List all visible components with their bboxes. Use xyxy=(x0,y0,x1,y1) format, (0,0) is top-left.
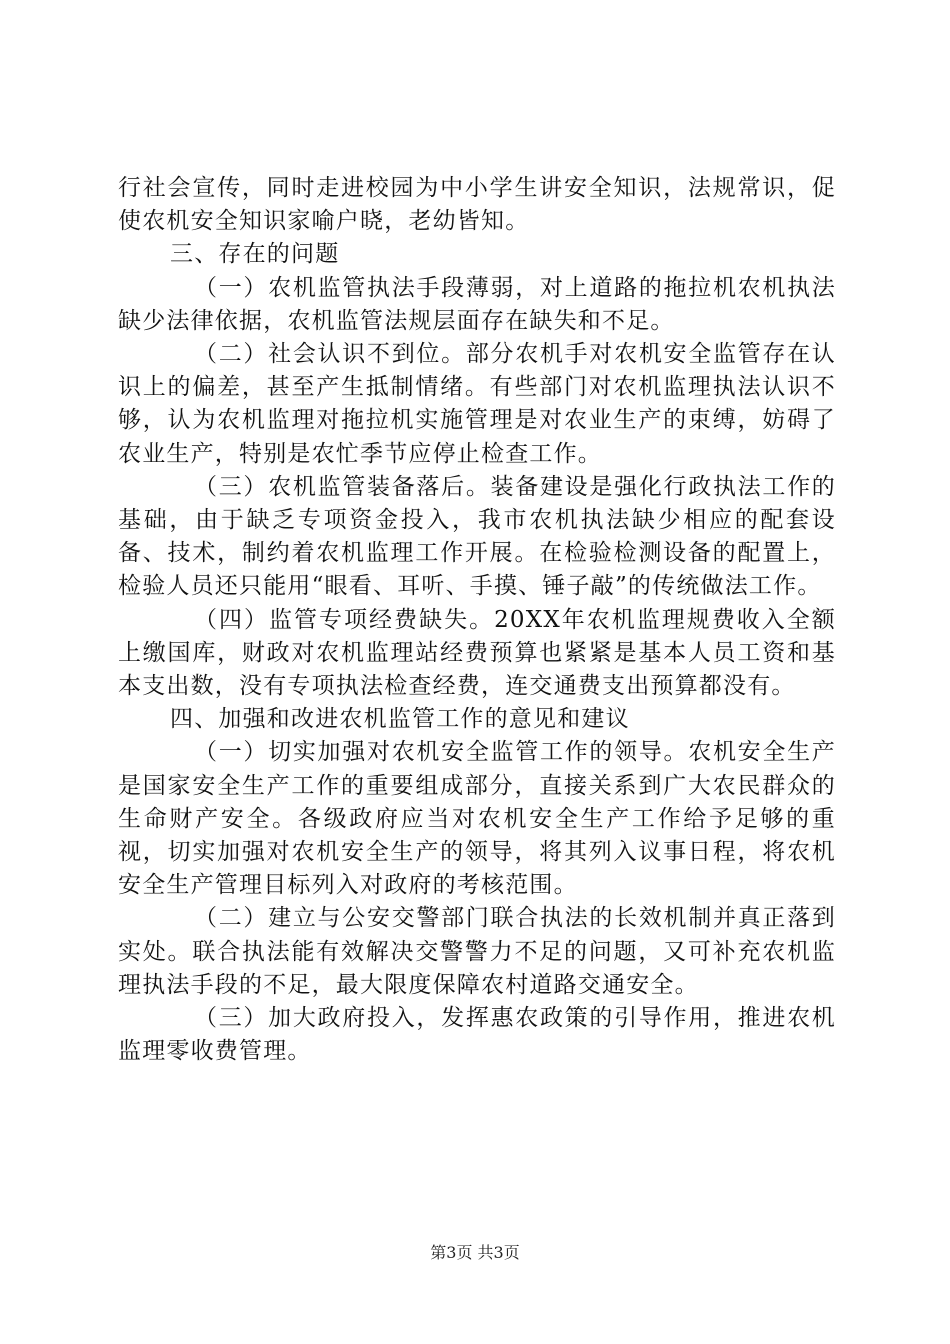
page-footer xyxy=(0,1243,950,1263)
paragraph-problem-3: （三）农机监管装备落后。装备建设是强化行政执法工作的基础，由于缺乏专项资金投入，我市农机执法缺少相应的配套设备、技术，制约着农机监理工作开展。在检验检测设备的配置上，检验人员还只能用“眼看、耳听、手摸、锤子敲”的传统做法工作。 xyxy=(118,473,836,600)
document-body xyxy=(118,172,836,1068)
paragraph-suggestion-1: （一）切实加强对农机安全监管工作的领导。农机安全生产是国家安全生产工作的重要组成部分，直接关系到广大农民群众的生命财产安全。各级政府应当对农机安全生产工作给予足够的重视，切实加强对农机安全生产的领导，将其列入议事日程，将农机安全生产管理目标列入对政府的考核范围。 xyxy=(118,739,836,899)
paragraph-problem-1: （一）农机监管执法手段薄弱，对上道路的拖拉机农机执法缺少法律依据，农机监管法规层面存在缺失和不足。 xyxy=(118,274,836,334)
paragraph-continuation: 行社会宣传，同时走进校园为中小学生讲安全知识，法规常识，促使农机安全知识家喻户晓，老幼皆知。 xyxy=(118,175,836,235)
section-heading-suggestions: 四、加强和改进农机监管工作的意见和建议 xyxy=(170,706,630,733)
paragraph-suggestion-2: （二）建立与公安交警部门联合执法的长效机制并真正落到实处。联合执法能有效解决交警警力不足的问题，又可补充农机监理执法手段的不足，最大限度保障农村道路交通安全。 xyxy=(118,905,836,998)
paragraph-problem-4: （四）监管专项经费缺失。20XX年农机监理规费收入全额上缴国库，财政对农机监理站经费预算也紧紧是基本人员工资和基本支出数，没有专项执法检查经费，连交通费支出预算都没有。 xyxy=(118,606,836,700)
paragraph-suggestion-3: （三）加大政府投入，发挥惠农政策的引导作用，推进农机监理零收费管理。 xyxy=(118,1005,836,1065)
paragraph-problem-2: （二）社会认识不到位。部分农机手对农机安全监管存在认识上的偏差，甚至产生抵制情绪。有些部门对农机监理执法认识不够，认为农机监理对拖拉机实施管理是对农业生产的束缚，妨碍了农业生产，特别是农忙季节应停止检查工作。 xyxy=(118,341,836,467)
page-indicator: 第3页 共3页 xyxy=(430,1243,520,1262)
section-heading-problems: 三、存在的问题 xyxy=(170,241,340,268)
